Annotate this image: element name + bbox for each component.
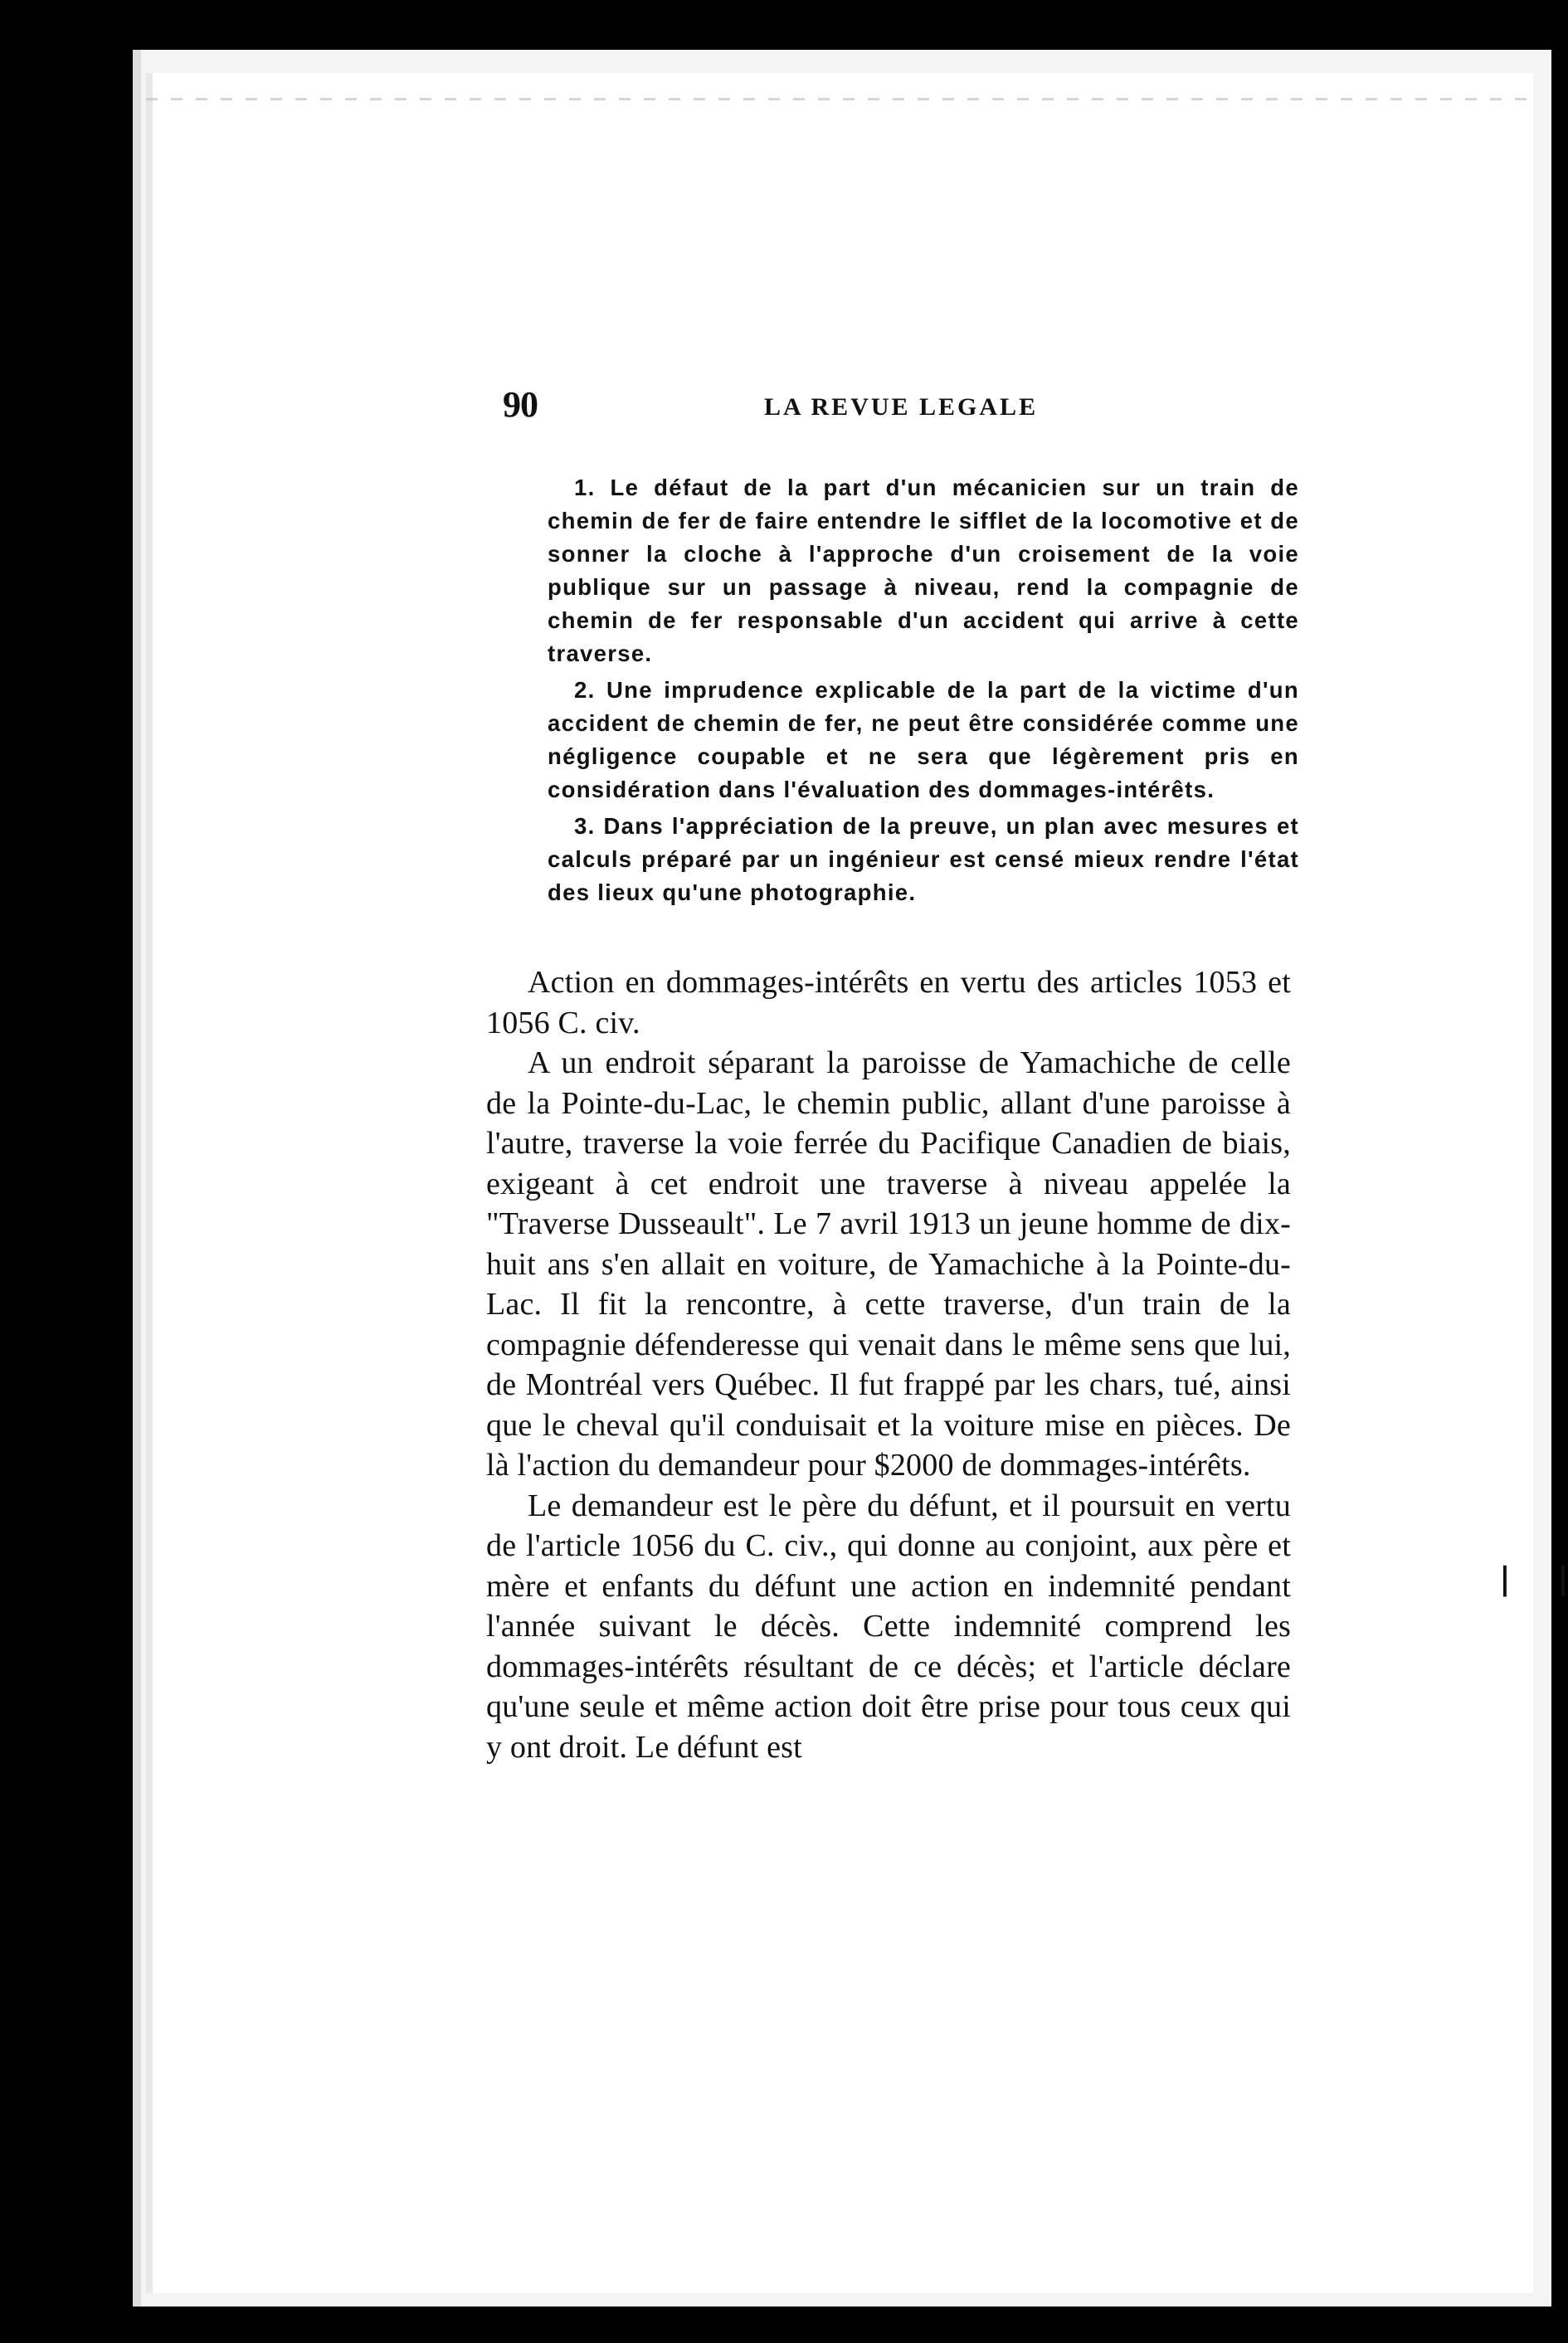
body-paragraph-3: Le demandeur est le père du défunt, et il poursuit en vertu de l'article 1056 du C. civ., qui donne au conjoint, aux père et mère et enfants du défunt une action en indemnité pendant l'année suivant le décès. Cette indemnité comprend les dommages-intérêts résultant de ce décès; et l'article déclare qu'une seule et même action doit être prise pour tous ceux qui y ont droit. Le défunt est <box>486 1488 1291 1765</box>
margin-tick-mark: ǀ <box>1500 1560 1510 1598</box>
body-paragraph-1: Action en dommages-intérêts en vertu des articles 1053 et 1056 C. civ. <box>486 965 1291 1040</box>
headnote-summary <box>548 471 1299 913</box>
page-number: 90 <box>503 384 538 425</box>
body-paragraph-2: A un endroit séparant la paroisse de Yamachiche de celle de la Pointe-du-Lac, le chemin public, allant d'une paroisse à l'autre, traverse la voie ferrée du Pacifique Canadien de biais, exigeant à cet endroit une traverse à niveau appelée la "Traverse Dusseault". Le 7 avril 1913 un jeune homme de dix-huit ans s'en allait en voiture, de Yamachiche à la Pointe-du-Lac. Il fit la rencontre, à cette traverse, d'un train de la compagnie défenderesse qui venait dans le même sens que lui, de Montréal vers Québec. Il fut frappé par les chars, tué, ainsi que le cheval qu'il conduisait et la voiture mise en pièces. De là l'action du demandeur pour $2000 de dommages-intérêts. <box>486 1045 1291 1483</box>
summary-paragraph-3: 3. Dans l'appréciation de la preuve, un plan avec mesures et calculs préparé par un ingénieur est censé mieux rendre l'état des lieux qu'une photographie. <box>548 813 1299 905</box>
margin-tick-mark: ǀ <box>1558 1560 1568 1598</box>
judgment-body <box>486 962 1291 1767</box>
running-title: LA REVUE LEGALE <box>764 393 1039 421</box>
summary-paragraph-2: 2. Une imprudence explicable de la part de la victime d'un accident de chemin de fer, ne peut être considérée comme une négligence coupable et ne sera que légèrement pris en considération dans l'évaluation des dommages-intérêts. <box>548 677 1299 802</box>
summary-paragraph-1: 1. Le défaut de la part d'un mécanicien sur un train de chemin de fer de faire entendre le sifflet de la locomotive et de sonner la cloche à l'approche d'un croisement de la voie publique sur un passage à niveau, rend la compagnie de chemin de fer responsable d'un accident qui arrive à cette traverse. <box>548 475 1299 666</box>
page-header <box>503 383 1415 433</box>
